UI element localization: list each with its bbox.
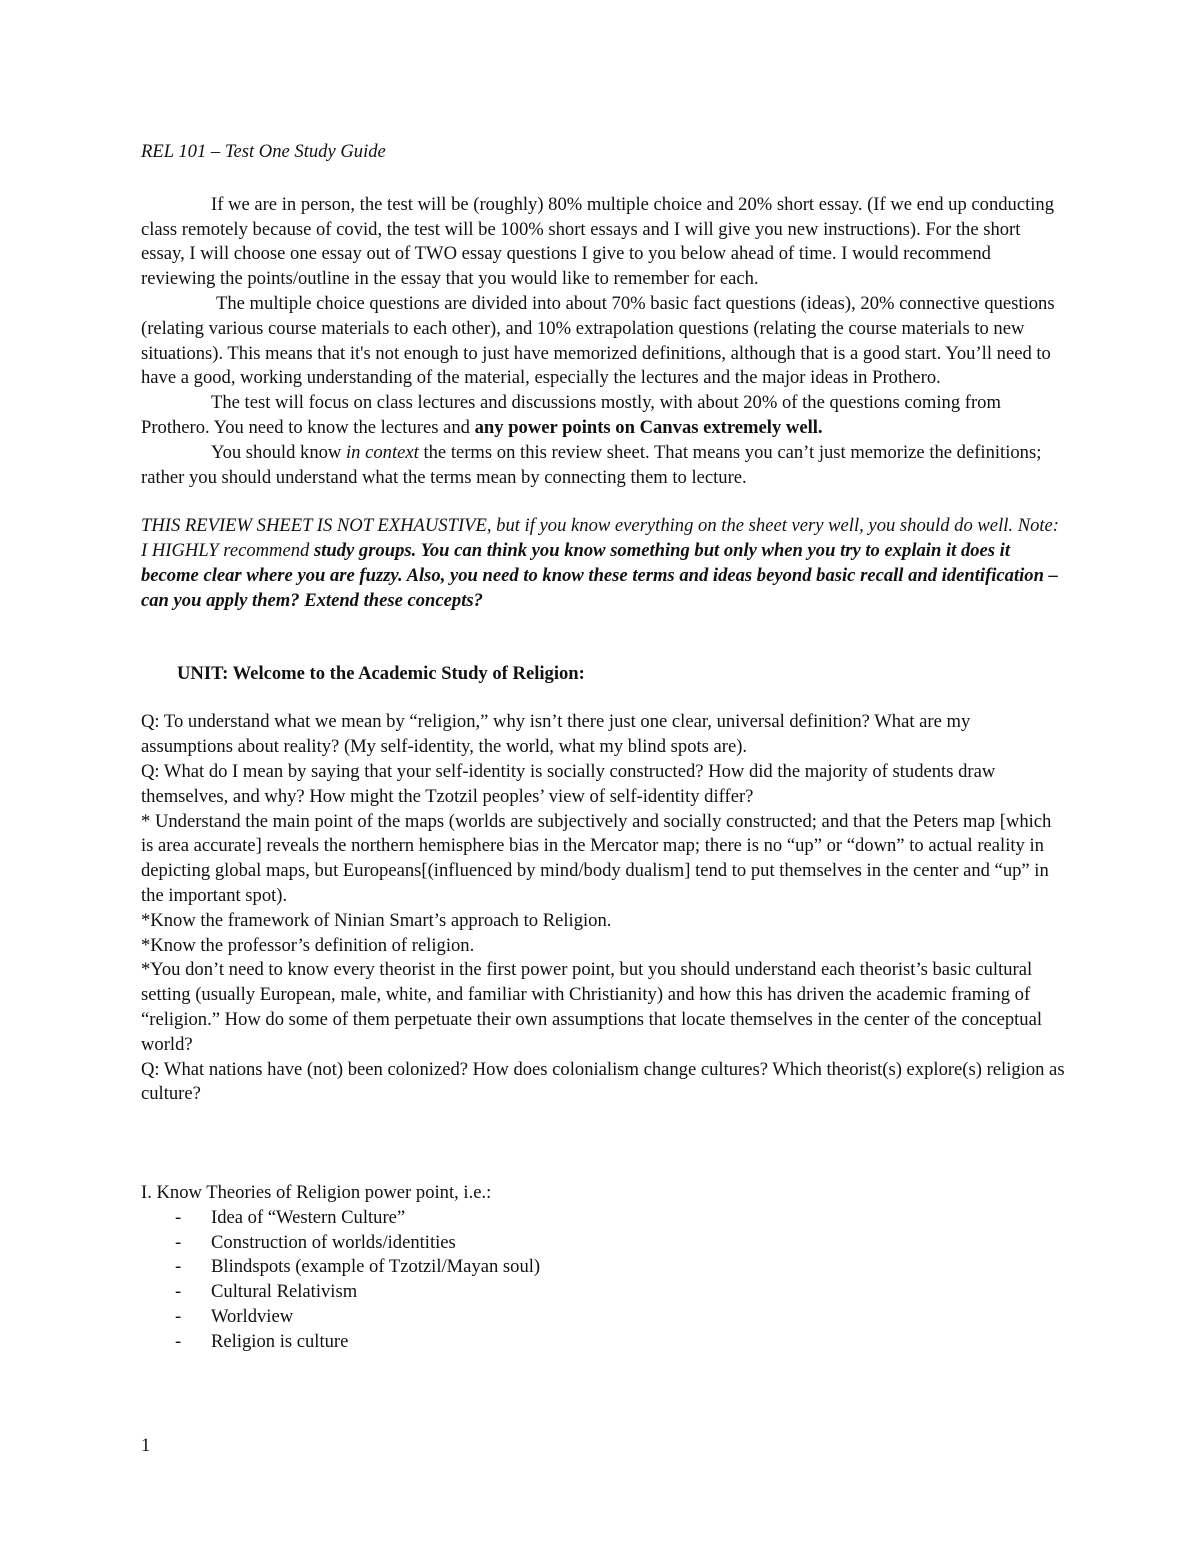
intro-paragraph-3-bold: any power points on Canvas extremely well.	[474, 416, 823, 438]
intro-paragraph-4-italic: in context	[346, 441, 419, 463]
unit-line: Q: What do I mean by saying that your self-identity is socially constructed? How did the majority of students draw themselves, and why? How might the Tzotzil peoples’ view of self-identity differ?	[141, 760, 996, 807]
unit-line: * Understand the main point of the maps (worlds are subjectively and socially constructed; and that the Peters map [which is area accurate] reveals the northern hemisphere bias in the Mercator map; there is no “up” or “down” to actual reality in depicting global maps, but Europeans[(influenced by mind/body dualism] tend to put themselves in the center and “up” in the important spot).	[141, 810, 1052, 906]
list-item: - Worldview	[141, 1305, 1066, 1330]
unit-heading: UNIT: Welcome to the Academic Study of Religion:	[177, 662, 585, 684]
list-item: - Religion is culture	[141, 1330, 1066, 1355]
list-item: - Construction of worlds/identities	[141, 1231, 1066, 1256]
page-number: 1	[141, 1435, 151, 1456]
intro-paragraph-3-text: The test will focus on class lectures and discussions mostly, with about 20% of the questions coming from Prothero. You need to know the lectures and	[141, 392, 1001, 438]
list-item: - Cultural Relativism	[141, 1280, 1066, 1305]
warning-paragraph	[141, 514, 1066, 613]
intro-paragraph-1: If we are in person, the test will be (roughly) 80% multiple choice and 20% short essay. (If we end up conducting class remotely because of covid, the test will be 100% short essays and I will give you new instructions). For the short essay, I will choose one essay out of TWO essay questions I give to you below ahead of time. I would recommend reviewing the points/outline in the essay that you would like to remember for each.	[141, 193, 1055, 290]
document-title: REL 101 – Test One Study Guide	[141, 141, 386, 162]
unit-line: Q: To understand what we mean by “religion,” why isn’t there just one clear, universal definition? What are my assumptions about reality? (My self-identity, the world, what my blind spots are).	[141, 711, 971, 758]
intro-paragraph-3	[141, 391, 1066, 441]
intro-paragraph-4-pre: You should know	[211, 441, 347, 463]
section-one-list	[141, 1206, 1066, 1355]
list-item: - Idea of “Western Culture”	[141, 1206, 1066, 1231]
unit-line: Q: What nations have (not) been colonized? How does colonialism change cultures? Which theorist(s) explore(s) religion as culture?	[141, 1058, 1065, 1105]
list-item: - Blindspots (example of Tzotzil/Mayan soul)	[141, 1255, 1066, 1280]
intro-paragraph-4-post: the terms on this review sheet. That means you can’t just memorize the definitions; rather you should understand what the terms mean by connecting them to lecture.	[141, 441, 1042, 488]
unit-lines	[141, 710, 1066, 1107]
unit-line: *Know the professor’s definition of religion.	[141, 934, 475, 956]
warning-bold-text: study groups. You can think you know something but only when you try to explain it does it become clear where you are fuzzy. Also, you need to know these terms and ideas beyond basic recall and identification – can you apply them? Extend these concepts?	[141, 540, 1058, 611]
section-one-heading: I. Know Theories of Religion power point, i.e.:	[141, 1182, 492, 1204]
unit-line: *Know the framework of Ninian Smart’s approach to Religion.	[141, 909, 612, 931]
intro-paragraph-2: The multiple choice questions are divided into about 70% basic fact questions (ideas), 20% connective questions (relating various course materials to each other), and 10% extrapolation questions (relating the course materials to new situations). This means that it's not enough to just have memorized definitions, although that is a good start. You’ll need to have a good, working understanding of the material, especially the lectures and the major ideas in Prothero.	[141, 292, 1055, 389]
document-page	[141, 140, 1066, 1355]
intro-paragraph-4	[141, 441, 1066, 491]
warning-italic-text: THIS REVIEW SHEET IS NOT EXHAUSTIVE, but if you know everything on the sheet very well, you should do well. Note: I HIGHLY recommend	[141, 515, 1060, 562]
unit-line: *You don’t need to know every theorist in the first power point, but you should understand each theorist’s basic cultural setting (usually European, male, white, and familiar with Christianity) and how this has driven the academic framing of “religion.” How do some of them perpetuate their own assumptions that locate themselves in the center of the conceptual world?	[141, 959, 1042, 1055]
